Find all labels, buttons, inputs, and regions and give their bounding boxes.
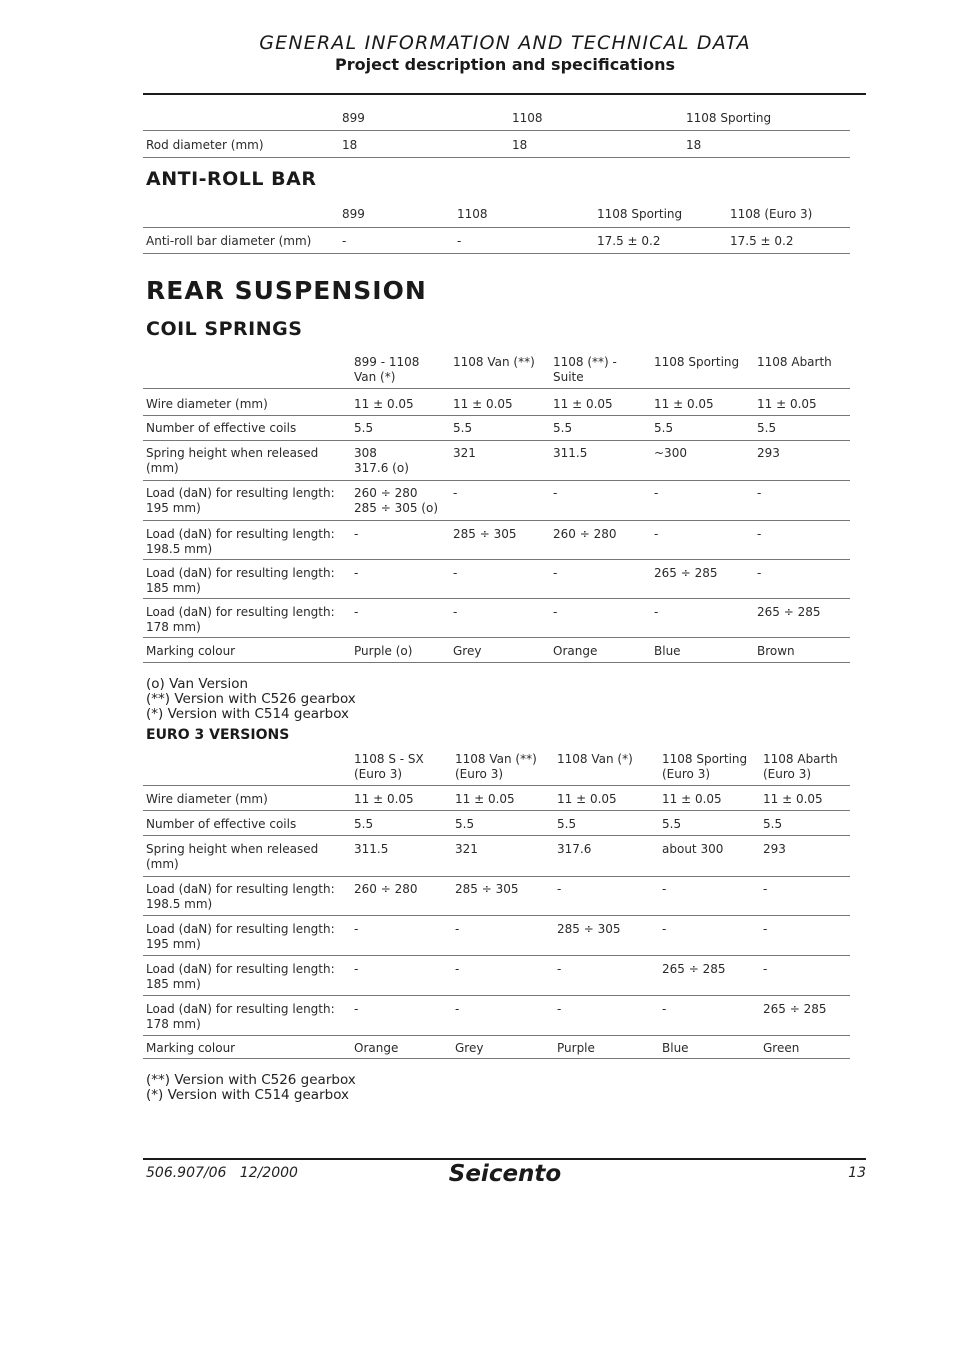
table-cell: 260 ÷ 280: [354, 882, 418, 896]
footer-document-reference: 506.907/06 12/2000: [146, 1165, 298, 1181]
page-header-title: GENERAL INFORMATION AND TECHNICAL DATA: [259, 32, 751, 54]
table-cell: -: [553, 605, 558, 619]
table-cell: Grey: [453, 644, 482, 658]
table-cell: 11 ± 0.05: [763, 792, 823, 806]
page-header-subtitle: Project description and specifications: [334, 55, 676, 74]
table-cell: 17.5 ± 0.2: [730, 234, 794, 248]
table-cell: Brown: [757, 644, 795, 658]
table-cell: Orange: [354, 1041, 399, 1055]
table-cell: 260 ÷ 280: [553, 527, 617, 541]
table-cell: -: [354, 527, 359, 541]
row-divider: [143, 253, 850, 254]
table-cell: 18: [686, 138, 702, 152]
table-cell: 5.5: [354, 421, 374, 435]
table-cell: 260 ÷ 280 285 ÷ 305 (o): [354, 486, 439, 515]
table-cell: 5.5: [763, 817, 783, 831]
table-cell: -: [453, 486, 458, 500]
row-label: Load (daN) for resulting length: 198.5 mm): [146, 882, 335, 911]
table-cell: 311.5: [553, 446, 588, 460]
table-cell: Purple (o): [354, 644, 413, 658]
column-header: 899: [342, 207, 365, 221]
row-label: Spring height when released (mm): [146, 446, 319, 475]
table-cell: 11 ± 0.05: [453, 397, 513, 411]
row-divider: [143, 810, 850, 811]
table-cell: -: [757, 486, 762, 500]
euro3-note-1: (**) Version with C526 gearbox: [146, 1072, 356, 1088]
table-cell: 265 ÷ 285: [662, 962, 726, 976]
euro3-heading: EURO 3 VERSIONS: [146, 727, 290, 743]
table-cell: -: [354, 962, 359, 976]
table-cell: 11 ± 0.05: [654, 397, 714, 411]
table-cell: -: [342, 234, 347, 248]
column-header: 1108 Van (*): [557, 752, 633, 766]
table-cell: 5.5: [455, 817, 475, 831]
table-cell: -: [662, 1002, 667, 1016]
row-label: Number of effective coils: [146, 817, 297, 831]
column-header: 1108 (Euro 3): [730, 207, 813, 221]
table-cell: Blue: [662, 1041, 689, 1055]
row-label: Rod diameter (mm): [146, 138, 264, 152]
table-cell: Blue: [654, 644, 681, 658]
table-cell: 11 ± 0.05: [354, 397, 414, 411]
row-divider: [143, 520, 850, 521]
table-cell: -: [455, 922, 460, 936]
table-cell: -: [453, 605, 458, 619]
row-divider: [143, 157, 850, 158]
column-header: 1108 Abarth: [757, 355, 832, 369]
table-cell: 5.5: [757, 421, 777, 435]
column-header: 899: [342, 111, 365, 125]
table-cell: 321: [453, 446, 476, 460]
table-cell: 293: [757, 446, 780, 460]
row-divider: [143, 662, 850, 663]
table-cell: Green: [763, 1041, 800, 1055]
table-cell: 317.6: [557, 842, 592, 856]
table-cell: -: [757, 566, 762, 580]
row-label: Marking colour: [146, 1041, 236, 1055]
table-cell: about 300: [662, 842, 724, 856]
table-cell: ~300: [654, 446, 687, 460]
row-divider: [143, 835, 850, 836]
table-cell: 5.5: [553, 421, 573, 435]
table-cell: -: [662, 882, 667, 896]
table-cell: -: [557, 1002, 562, 1016]
table-cell: 308 317.6 (o): [354, 446, 409, 475]
column-header: 1108 S - SX (Euro 3): [354, 752, 424, 781]
coil-springs-heading: COIL SPRINGS: [146, 318, 303, 340]
row-divider: [143, 559, 850, 560]
row-divider: [143, 227, 850, 228]
table-cell: 285 ÷ 305: [453, 527, 517, 541]
table-cell: -: [354, 922, 359, 936]
column-header: 1108 Van (**) (Euro 3): [455, 752, 537, 781]
column-header: 1108 Sporting: [654, 355, 740, 369]
table-cell: 11 ± 0.05: [662, 792, 722, 806]
table-cell: 265 ÷ 285: [757, 605, 821, 619]
table-cell: 18: [342, 138, 358, 152]
table-cell: -: [557, 882, 562, 896]
table-cell: -: [457, 234, 462, 248]
table-cell: 5.5: [354, 817, 374, 831]
row-label: Number of effective coils: [146, 421, 297, 435]
row-divider: [143, 388, 850, 389]
row-divider: [143, 995, 850, 996]
table-cell: -: [654, 486, 659, 500]
euro3-note-2: (*) Version with C514 gearbox: [146, 1087, 350, 1103]
row-label: Anti-roll bar diameter (mm): [146, 234, 312, 248]
row-label: Wire diameter (mm): [146, 792, 268, 806]
row-divider: [143, 785, 850, 786]
table-cell: 5.5: [557, 817, 577, 831]
row-label: Load (daN) for resulting length: 185 mm): [146, 566, 335, 595]
table-cell: 18: [512, 138, 528, 152]
column-header: 1108 Abarth (Euro 3): [763, 752, 838, 781]
row-divider: [143, 440, 850, 441]
coil-note-3: (*) Version with C514 gearbox: [146, 706, 350, 722]
row-label: Load (daN) for resulting length: 195 mm): [146, 922, 335, 951]
table-cell: -: [553, 486, 558, 500]
anti-roll-bar-heading: ANTI-ROLL BAR: [146, 168, 317, 190]
row-divider: [143, 130, 850, 131]
table-cell: 11 ± 0.05: [557, 792, 617, 806]
table-cell: -: [757, 527, 762, 541]
column-header: 1108 Sporting: [686, 111, 772, 125]
coil-note-2: (**) Version with C526 gearbox: [146, 691, 356, 707]
table-cell: Orange: [553, 644, 598, 658]
table-cell: -: [557, 962, 562, 976]
table-cell: 285 ÷ 305: [557, 922, 621, 936]
table-cell: -: [763, 962, 768, 976]
table-cell: -: [453, 566, 458, 580]
row-label: Load (daN) for resulting length: 178 mm): [146, 1002, 335, 1031]
coil-note-1: (o) Van Version: [146, 676, 249, 692]
row-divider: [143, 915, 850, 916]
table-cell: 11 ± 0.05: [455, 792, 515, 806]
table-cell: 265 ÷ 285: [654, 566, 718, 580]
column-header: 1108 Sporting (Euro 3): [662, 752, 748, 781]
table-cell: -: [662, 922, 667, 936]
table-cell: -: [354, 1002, 359, 1016]
header-rule: [143, 93, 866, 95]
table-cell: 5.5: [654, 421, 674, 435]
column-header: 1108 Van (**): [453, 355, 535, 369]
footer-page-number: 13: [848, 1165, 866, 1181]
table-cell: 285 ÷ 305: [455, 882, 519, 896]
table-cell: -: [354, 566, 359, 580]
row-divider: [143, 598, 850, 599]
table-cell: 17.5 ± 0.2: [597, 234, 661, 248]
column-header: 899 - 1108 Van (*): [354, 355, 420, 384]
column-header: 1108: [457, 207, 488, 221]
table-cell: 11 ± 0.05: [553, 397, 613, 411]
table-cell: Purple: [557, 1041, 595, 1055]
row-label: Load (daN) for resulting length: 185 mm): [146, 962, 335, 991]
table-cell: 311.5: [354, 842, 389, 856]
table-cell: -: [455, 962, 460, 976]
table-cell: -: [763, 882, 768, 896]
row-divider: [143, 637, 850, 638]
table-cell: 321: [455, 842, 478, 856]
table-cell: -: [354, 605, 359, 619]
table-cell: -: [654, 605, 659, 619]
table-cell: 265 ÷ 285: [763, 1002, 827, 1016]
footer-rule: [143, 1158, 866, 1160]
row-divider: [143, 1035, 850, 1036]
row-label: Wire diameter (mm): [146, 397, 268, 411]
row-label: Load (daN) for resulting length: 178 mm): [146, 605, 335, 634]
column-header: 1108: [512, 111, 543, 125]
row-label: Spring height when released (mm): [146, 842, 319, 871]
row-label: Marking colour: [146, 644, 236, 658]
table-cell: 5.5: [662, 817, 682, 831]
row-label: Load (daN) for resulting length: 198.5 mm): [146, 527, 335, 556]
table-cell: 11 ± 0.05: [757, 397, 817, 411]
column-header: 1108 Sporting: [597, 207, 683, 221]
table-cell: -: [553, 566, 558, 580]
row-divider: [143, 876, 850, 877]
table-cell: 11 ± 0.05: [354, 792, 414, 806]
table-cell: 293: [763, 842, 786, 856]
row-label: Load (daN) for resulting length: 195 mm): [146, 486, 335, 515]
table-cell: 5.5: [453, 421, 473, 435]
rear-suspension-heading: REAR SUSPENSION: [146, 276, 427, 305]
row-divider: [143, 415, 850, 416]
row-divider: [143, 480, 850, 481]
table-cell: Grey: [455, 1041, 484, 1055]
footer-brand-name: Seicento: [448, 1161, 562, 1187]
table-cell: -: [455, 1002, 460, 1016]
table-cell: -: [763, 922, 768, 936]
row-divider: [143, 1058, 850, 1059]
column-header: 1108 (**) - Suite: [553, 355, 617, 384]
row-divider: [143, 955, 850, 956]
table-cell: -: [654, 527, 659, 541]
